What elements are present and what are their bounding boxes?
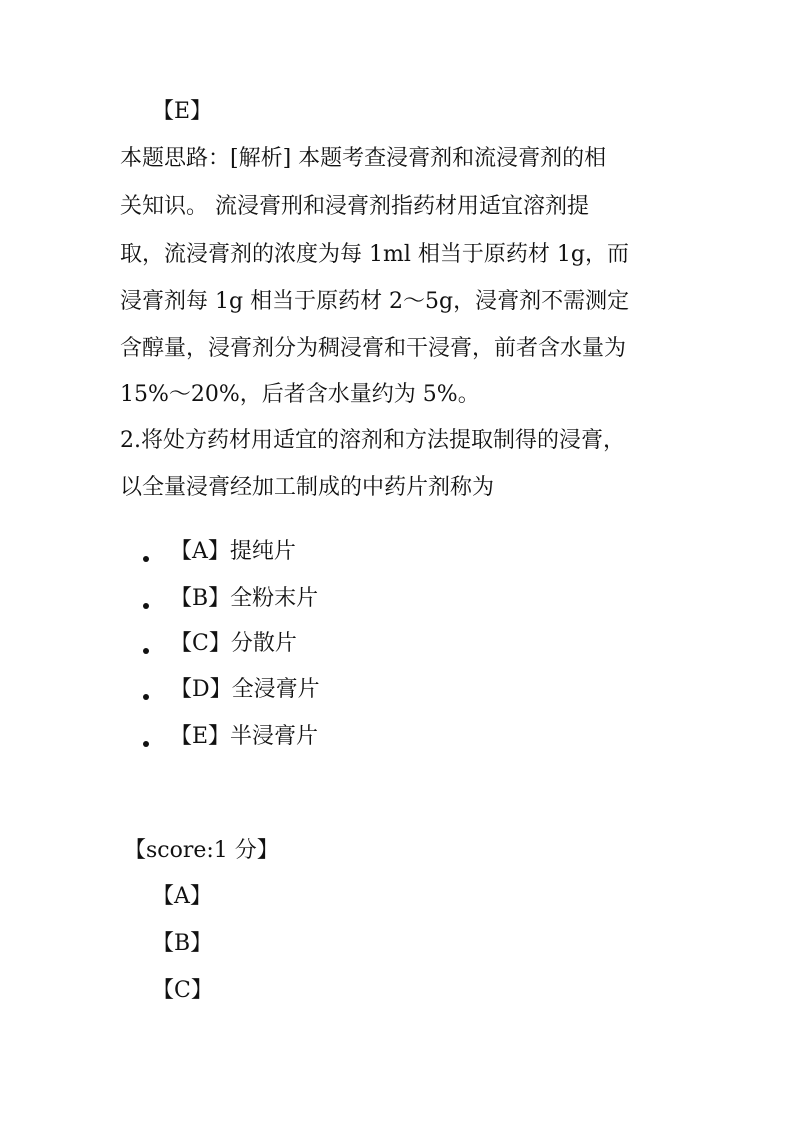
question-text-line: 2.将处方药材用适宜的溶剂和方法提取制得的浸膏， [120,428,625,453]
bullet-icon [143,694,149,700]
bullet-icon [143,648,149,654]
bullet-icon [143,556,149,562]
explanation-line: 15%～20%，后者含水量约为 5%。 [120,382,480,407]
option-label: 【D】全浸膏片 [170,677,320,702]
explanation-line: 浸膏剂每 1g 相当于原药材 2～5g，浸膏剂不需测定 [120,289,630,314]
score-label: 【score:1 分】 [124,838,279,863]
bullet-icon [143,603,149,609]
option-label: 【C】分散片 [170,631,297,656]
explanation-line: 取，流浸膏剂的浓度为每 1ml 相当于原药材 1g，而 [120,242,629,267]
previous-answer-label: 【E】 [152,99,213,124]
bullet-icon [143,741,149,747]
answer-option-a[interactable]: 【A】 [152,884,212,909]
answer-option-b[interactable]: 【B】 [152,931,213,956]
option-label: 【B】全粉末片 [170,586,319,611]
answer-option-c[interactable]: 【C】 [152,978,213,1003]
explanation-line: 本题思路：[解析] 本题考查浸膏剂和流浸膏剂的相 [120,146,607,171]
explanation-line: 含醇量，浸膏剂分为稠浸膏和干浸膏，前者含水量为 [120,336,627,361]
explanation-line: 关知识。 流浸膏刑和浸膏剂指药材用适宜溶剂提 [120,194,589,219]
question-text-line: 以全量浸膏经加工制成的中药片剂称为 [120,475,495,500]
option-label: 【E】半浸膏片 [170,724,319,749]
option-label: 【A】提纯片 [170,539,296,564]
